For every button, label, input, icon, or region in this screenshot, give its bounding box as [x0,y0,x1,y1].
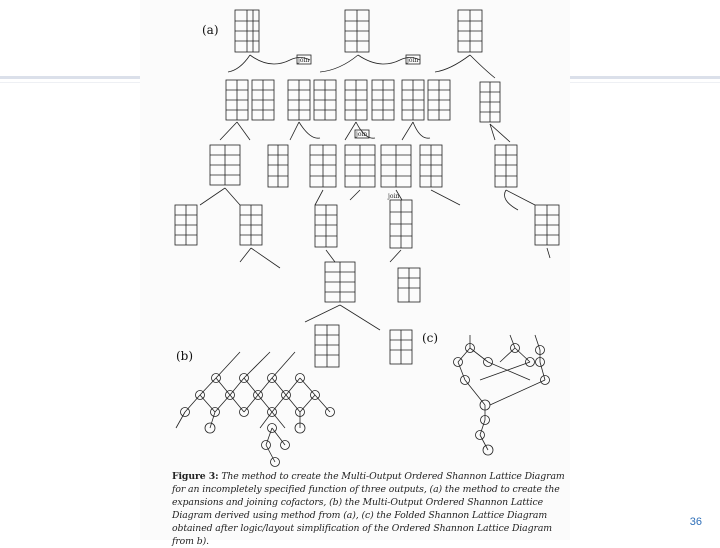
figure-diagram [140,0,570,540]
panel-c-label: (c) [422,331,439,345]
caption-lead: Figure 3: [172,471,219,482]
panel-a-label: (a) [202,23,219,37]
top-table-row [235,10,482,52]
folded-lattice-c [454,335,550,455]
join-label: join [388,193,400,200]
panel-b-label: (b) [176,349,194,363]
caption-text: The method to create the Multi-Output Ordered Shannon Lattice Diagram for an incompletely specified function of three outputs, (a) the method to create the expansions and joining cofactors, (b) the Multi-Output Ordered Shannon Lattice Diagram derived using method from (a), (c) the Folded Shannon Lattice Diagram obtained after logic/layout simplification of the Ordered Shannon Lattice Diagram from b). [172,471,565,547]
join-label: join [407,57,419,64]
figure-caption [172,470,568,548]
join-label: join [298,57,310,64]
join-label: join [356,131,368,138]
page-number: 36 [689,516,702,528]
second-table-row [226,80,500,122]
lattice-diagram-b [176,352,335,467]
third-table-row [210,145,517,187]
fourth-table-row [175,200,559,248]
scanned-figure [140,0,570,540]
